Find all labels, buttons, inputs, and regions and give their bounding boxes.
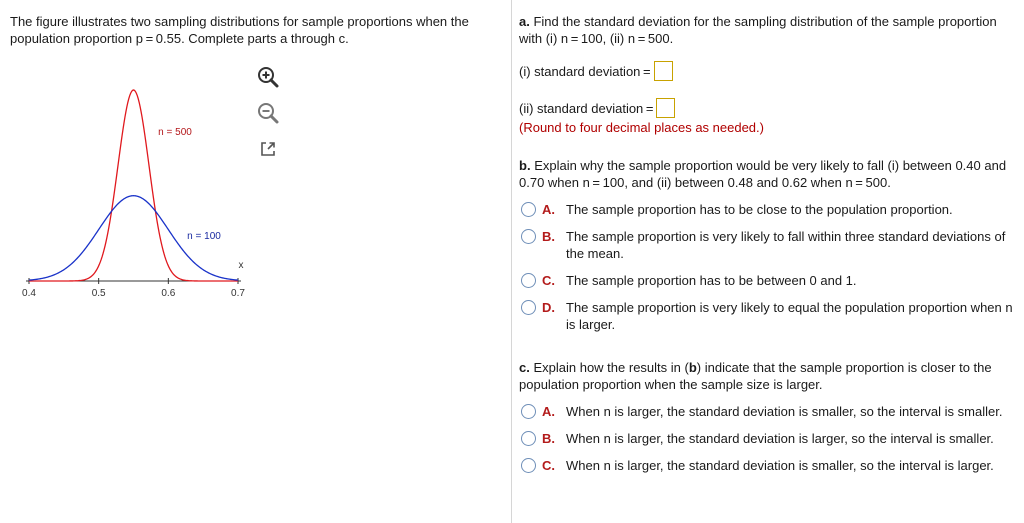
part-c-text-bold: b xyxy=(688,360,697,375)
series-label-n100: n = 100 xyxy=(187,231,221,242)
option-letter: D. xyxy=(542,300,555,315)
intro-text: The figure illustrates two sampling distributions for sample proportions when the population proportion p = 0.55. Complete parts a through c. xyxy=(10,14,469,46)
series-curve-n500 xyxy=(29,90,238,281)
radio-button[interactable] xyxy=(521,431,536,446)
part-c-option-c[interactable] xyxy=(519,457,1019,474)
option-text: The sample proportion is very likely to fall within three standard deviations of the mean. xyxy=(566,229,1006,261)
part-b-question xyxy=(519,157,1019,191)
option-letter: B. xyxy=(542,431,555,446)
option-letter: A. xyxy=(542,202,555,217)
radio-button[interactable] xyxy=(521,300,536,315)
part-b-option-d[interactable] xyxy=(519,299,1019,333)
zoom-in-icon xyxy=(256,65,280,89)
external-link-icon xyxy=(257,138,279,160)
zoom-in-button[interactable] xyxy=(255,64,281,90)
answer-label-i: (i) standard deviation = xyxy=(519,63,651,79)
part-b-option-c[interactable] xyxy=(519,272,1019,289)
x-tick-label: 0.4 xyxy=(22,288,36,299)
radio-button[interactable] xyxy=(521,229,536,244)
zoom-out-icon xyxy=(256,101,280,125)
part-c-option-b[interactable] xyxy=(519,430,1019,447)
option-text: The sample proportion has to be between 0 and 1. xyxy=(566,273,857,288)
answer-row-ii xyxy=(519,98,1019,118)
radio-button[interactable] xyxy=(521,202,536,217)
part-a-label: a. xyxy=(519,14,530,29)
option-letter: B. xyxy=(542,229,555,244)
x-tick-label: 0.5 xyxy=(91,288,106,299)
option-text: When n is larger, the standard deviation is smaller, so the interval is larger. xyxy=(566,458,994,473)
rounding-hint: (Round to four decimal places as needed.) xyxy=(519,120,764,135)
part-b-option-b[interactable] xyxy=(519,228,1019,262)
graph-toolbar xyxy=(255,64,283,172)
answer-input-ii[interactable] xyxy=(656,98,675,118)
part-b-options xyxy=(519,201,1019,333)
answer-row-i xyxy=(519,61,1019,81)
answer-input-i[interactable] xyxy=(654,61,673,81)
option-text: The sample proportion is very likely to equal the population proportion when n is larger. xyxy=(566,300,1013,332)
option-text: The sample proportion has to be close to the population proportion. xyxy=(566,202,953,217)
option-text: When n is larger, the standard deviation is larger, so the interval is smaller. xyxy=(566,431,994,446)
x-tick-label: 0.7 xyxy=(231,288,245,299)
panel-divider xyxy=(511,0,512,523)
part-c-question xyxy=(519,359,1019,393)
part-b-label: b. xyxy=(519,158,531,173)
answer-label-ii: (ii) standard deviation = xyxy=(519,100,654,116)
part-b-text: Explain why the sample proportion would be very likely to fall (i) between 0.40 and 0.70 when n = 100, and (ii) between 0.48 and 0.62 when n = 500. xyxy=(519,158,1007,190)
part-a-text: Find the standard deviation for the sampling distribution of the sample proportion with (i) n = 100, (ii) n = 500. xyxy=(519,14,997,46)
series-label-n500: n = 500 xyxy=(158,127,192,138)
part-c-options xyxy=(519,403,1019,474)
radio-button[interactable] xyxy=(521,404,536,419)
part-c-text-before: Explain how the results in ( xyxy=(533,360,689,375)
part-b-option-a[interactable] xyxy=(519,201,1019,218)
option-letter: C. xyxy=(542,273,555,288)
left-panel xyxy=(10,13,500,47)
popout-button[interactable] xyxy=(255,136,281,162)
x-axis-label: x xyxy=(238,260,244,271)
option-text: When n is larger, the standard deviation is smaller, so the interval is smaller. xyxy=(566,404,1003,419)
option-letter: A. xyxy=(542,404,555,419)
radio-button[interactable] xyxy=(521,458,536,473)
x-tick-label: 0.6 xyxy=(161,288,176,299)
radio-button[interactable] xyxy=(521,273,536,288)
part-c-label: c. xyxy=(519,360,530,375)
part-a-question xyxy=(519,13,1019,47)
part-c-option-a[interactable] xyxy=(519,403,1019,420)
zoom-out-button[interactable] xyxy=(255,100,281,126)
right-panel xyxy=(519,13,1019,474)
option-letter: C. xyxy=(542,458,555,473)
part-c-text-after: ) indicate that the sample proportion is closer to the population proportion when the sample size is larger. xyxy=(519,360,992,392)
